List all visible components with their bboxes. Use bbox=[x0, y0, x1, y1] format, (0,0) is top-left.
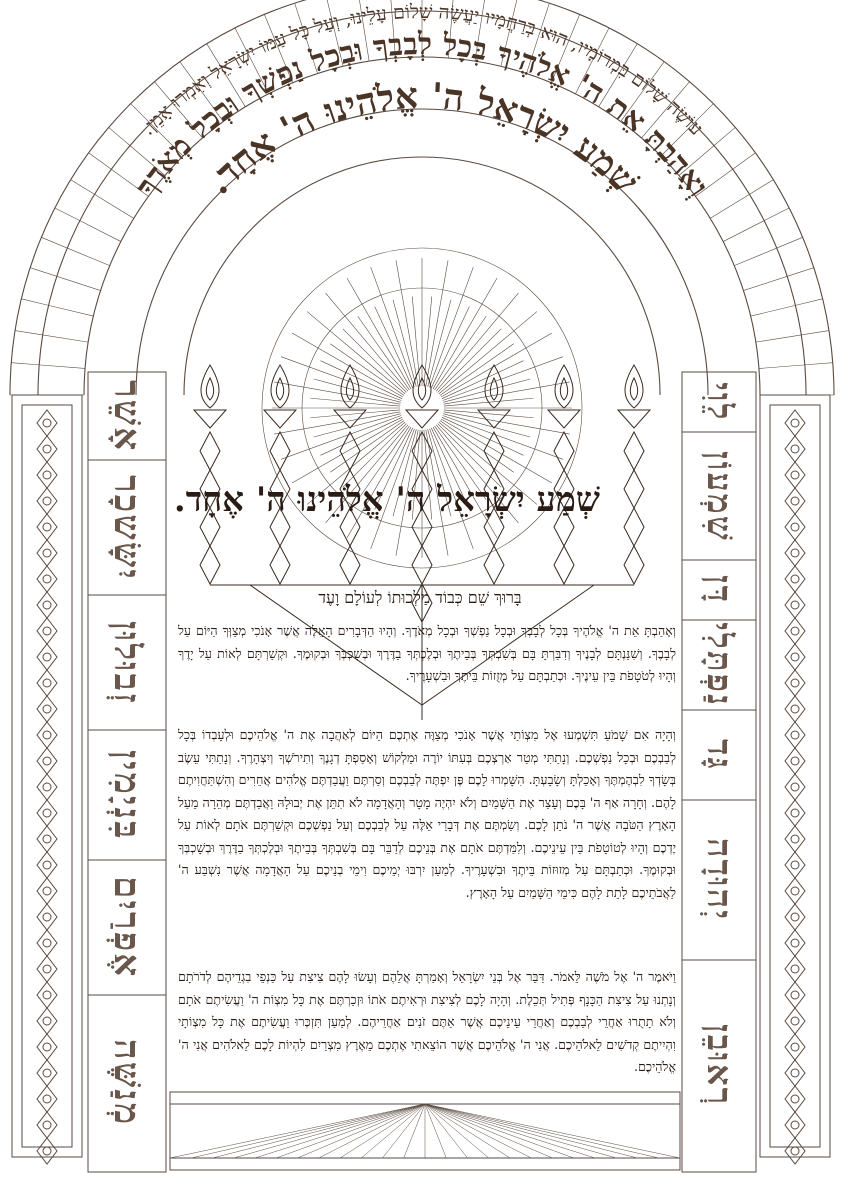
left-border bbox=[12, 395, 82, 1164]
tribe-reuven: רְאוּבֵן bbox=[699, 1023, 739, 1107]
right-border bbox=[760, 395, 830, 1164]
tribe-menashe: מְנַשֶּׁה bbox=[106, 1038, 148, 1127]
baruch-line: בָּרוּךְ שֵׁם כְּבוֹד מַלְכוּתוֹ לְעוֹלָם וָעֶד bbox=[318, 588, 522, 607]
shema-title: שְׁמַע יִשְׂרָאֵל ה' אֱלֹהֵינוּ ה' אֶחָד. bbox=[173, 480, 600, 520]
paragraph-2: וְהָיָה אִם שָׁמֹעַ תִּשְׁמְעוּ אֶל מִצְוֹתַי אֲשֶׁר אָנֹכִי מְצַוֶּה אֶתְכֶם הַיּוֹם לְאַהֲבָה אֶת ה' אֱלֹהֵיכֶם וּלְעָבְדוֹ בְּכָל לְבַבְכֶם וּבְכָל נַפְשְׁכֶם. וְנָתַתִּי מְטַר אַרְצְכֶם בְּעִתּוֹ יוֹרֶה וּמַלְקוֹשׁ וְאָסַפְתָּ דְגָנֶךָ וְתִירֹשְׁךָ וְיִצְהָרֶךָ. וְנָתַתִּי עֵשֶׂב בְּשָׂדְךָ לִבְהֶמְתֶּךָ וְאָכַלְתָּ וְשָׂבָעְתָּ. הִשָּׁמְרוּ לָכֶם פֶּן יִפְתֶּה לְבַבְכֶם וְסַרְתֶּם וַעֲבַדְתֶּם אֱלֹהִים אֲחֵרִים וְהִשְׁתַּחֲוִיתֶם לָהֶם. וְחָרָה אַף ה' בָּכֶם וְעָצַר אֶת הַשָּׁמַיִם וְלֹא יִהְיֶה מָטָר וְהָאֲדָמָה לֹא תִתֵּן אֶת יְבוּלָהּ וַאֲבַדְתֶּם מְהֵרָה מֵעַל הָאָרֶץ הַטֹּבָה אֲשֶׁר ה' נֹתֵן לָכֶם. וְשַׂמְתֶּם אֶת דְּבָרַי אֵלֶּה עַל לְבַבְכֶם וְעַל נַפְשְׁכֶם וּקְשַׁרְתֶּם אֹתָם לְאוֹת עַל יֶדְכֶם וְהָיוּ לְטוֹטָפֹת בֵּין עֵינֵיכֶם. וְלִמַּדְתֶּם אֹתָם אֶת בְּנֵיכֶם לְדַבֵּר בָּם בְּשִׁבְתְּךָ בְּבֵיתֶךָ וּבְלֶכְתְּךָ בַדֶּרֶךְ וּבְשָׁכְבְּךָ וּבְקוּמֶךָ. וּכְתַבְתָּם עַל מְזוּזוֹת בֵּיתֶךָ וּבִשְׁעָרֶיךָ. לְמַעַן יִרְבּוּ יְמֵיכֶם וִימֵי בְנֵיכֶם עַל הָאֲדָמָה אֲשֶׁר נִשְׁבַּע ה' לַאֲבֹתֵיכֶם לָתֵת לָהֶם כִּימֵי הַשָּׁמַיִם עַל הָאָרֶץ. bbox=[178, 727, 676, 900]
paragraph-3: וַיֹּאמֶר ה' אֶל מֹשֶׁה לֵּאמֹר. דַּבֵּר אֶל בְּנֵי יִשְׂרָאֵל וְאָמַרְתָּ אֲלֵהֶם וְעָשׂוּ לָהֶם צִיצִת עַל כַּנְפֵי בִגְדֵיהֶם לְדֹרֹתָם וְנָתְנוּ עַל צִיצִת הַכָּנָף פְּתִיל תְּכֵלֶת. וְהָיָה לָכֶם לְצִיצִת וּרְאִיתֶם אֹתוֹ וּזְכַרְתֶּם אֶת כָּל מִצְוֹת ה' וַעֲשִׂיתֶם אֹתָם וְלֹא תָתֻרוּ אַחֲרֵי לְבַבְכֶם וְאַחֲרֵי עֵינֵיכֶם אֲשֶׁר אַתֶּם זֹנִים אַחֲרֵיהֶם. לְמַעַן תִּזְכְּרוּ וַעֲשִׂיתֶם אֶת כָּל מִצְוֹתָי וִהְיִיתֶם קְדֹשִׁים לֵאלֹהֵיכֶם. אֲנִי ה' אֱלֹהֵיכֶם אֲשֶׁר הוֹצֵאתִי אֶתְכֶם מֵאֶרֶץ מִצְרַיִם לִהְיוֹת לָכֶם לֵאלֹהִים אֲנִי ה' אֱלֹהֵיכֶם. bbox=[178, 969, 676, 1074]
tribe-zevulun: זְבוּלוּן bbox=[106, 620, 148, 705]
arch-inner-text: שְׁמַע יִשְׂרָאֵל ה' אֱלֹהֵינוּ ה' אֶחָד. bbox=[197, 74, 647, 203]
arch-middle-text: וְאָהַבְתָּ אֵת ה' אֱלֹהֶיךָ בְּכָל לְבָבְךָ וּבְכָל נַפְשְׁךָ וּבְכָל מְאֹדֶךָ bbox=[128, 27, 716, 204]
tribe-shimon: שִׁמְעוֹן bbox=[699, 450, 739, 542]
tribe-efraim: אֶפְרַיִם bbox=[106, 876, 148, 979]
tribe-yehuda: יְהוּדָה bbox=[699, 838, 739, 922]
tribe-naftali: נַפְתָּלִי bbox=[699, 622, 739, 708]
paragraph-1: וְאָהַבְתָּ אֵת ה' אֱלֹהֶיךָ בְּכָל לְבָבְךָ וּבְכָל נַפְשְׁךָ וּבְכָל מְאֹדֶךָ. וְהָיוּ הַדְּבָרִים הָאֵלֶּה אֲשֶׁר אָנֹכִי מְצַוְּךָ הַיּוֹם עַל לְבָבֶךָ. וְשִׁנַּנְתָּם לְבָנֶיךָ וְדִבַּרְתָּ בָּם בְּשִׁבְתְּךָ בְּבֵיתֶךָ וּבְלֶכְתְּךָ בַדֶּרֶךְ וּבְשָׁכְבְּךָ וּבְקוּמֶךָ. וּקְשַׁרְתָּם לְאוֹת עַל יָדֶךָ וְהָיוּ לְטֹטָפֹת בֵּין עֵינֶיךָ. וּכְתַבְתָּם עַל מְזֻזוֹת בֵּיתֶךָ וּבִשְׁעָרֶיךָ. bbox=[178, 623, 676, 683]
tribe-asher: אָשֵׁר bbox=[106, 379, 148, 453]
tribe-binyamin: בִּנְיָמִין bbox=[106, 749, 148, 841]
bottom-band bbox=[170, 1092, 680, 1170]
tribe-dan: דָּן bbox=[699, 575, 739, 605]
tribe-levi: לֵוִי bbox=[699, 382, 739, 422]
tribe-issachar: יִשָּׂשכָר bbox=[106, 474, 148, 581]
arch-outer-text: עוֹשֶׂה שָׁלוֹם בִּמְרוֹמָיו, הוּא בְּרַחֲמָיו יַעֲשֶׂה שָׁלוֹם עָלֵינוּ, וְעַל כָּל עַמּוֹ יִשְׂרָאֵל וְאִמְרוּ אָמֵן. bbox=[136, 0, 708, 140]
tribe-gad: גָּד bbox=[699, 739, 739, 771]
